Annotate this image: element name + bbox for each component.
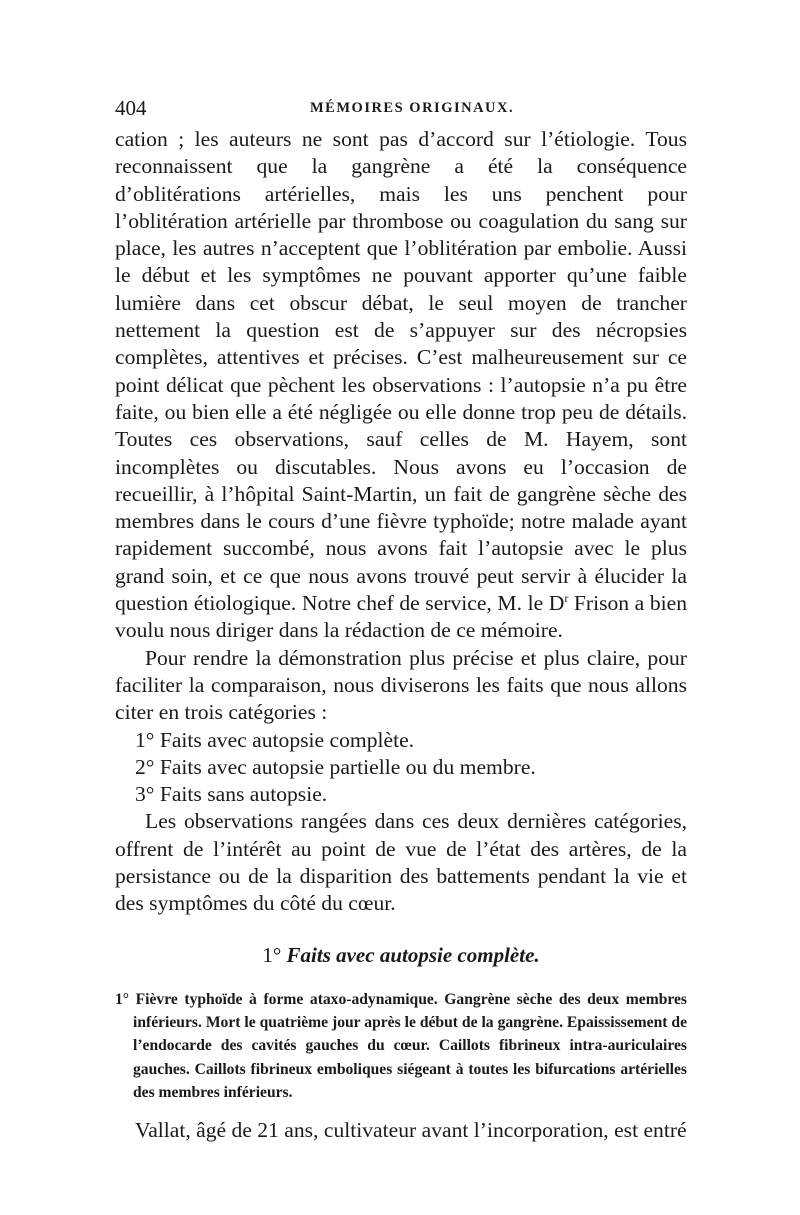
paragraph-etiology-end: Frison a bien voulu nous diriger dans la rédaction de ce mémoire. — [115, 591, 688, 643]
page-header — [115, 92, 687, 126]
category-item-3: 3° Faits sans autopsie. — [135, 782, 328, 807]
document-page — [115, 92, 687, 1166]
doctor-superscript: r — [564, 590, 569, 605]
paragraph-observations: Les observations rangées dans ces deux dernières catégories, offrent de l’intérêt au point de vue de l’état des artères, de la persistance ou de la disparition des battements pendant la vie et des symptômes du côté du cœur. — [115, 809, 687, 916]
running-head: MÉMOIRES ORIGINAUX. — [310, 100, 515, 116]
section-number: 1° — [262, 942, 282, 967]
body-text — [115, 126, 687, 918]
paragraph-etiology-text: cation ; les auteurs ne sont pas d’accord sur l’étiologie. Tous reconnaissent que la gangrène a été la conséquence d’oblitérations artérielles, mais les uns penchent pour l’oblitération artérielle par thrombose ou coagulation du sang sur place, les autres n’acceptent que l’oblitération par embolie. Aussi le début et les symptômes ne pouvant apporter qu’une faible lumière dans cet obscur débat, le seul moyen de trancher nettement la question est de s’appuyer sur des nécropsies complètes, attentives et précises. C’est malheureusement sur ce point délicat que pèchent les observations : l’autopsie n’a pu être faite, ou bien elle a été négligée ou elle donne trop peu de détails. Toutes ces observations, sauf celles de M. Hayem, sont incomplètes ou discutables. Nous avons eu l’occasion de recueillir, à l’hôpital Saint-Martin, un fait de gangrène sèche des membres dans le cours d’une fièvre typhoïde; notre malade ayant rapidement succombé, nous avons fait l’autopsie avec le plus grand soin, et ce que nous avons trouvé peut servir à élucider la question étiologique. Notre chef de service, M. le D — [115, 127, 687, 616]
section-heading — [115, 930, 687, 980]
case-start-paragraph: Vallat, âgé de 21 ans, cultivateur avant l’incorporation, est entré — [135, 1117, 687, 1142]
paragraph-etiology — [115, 126, 687, 645]
category-item-1: 1° Faits avec autopsie complète. — [135, 727, 415, 752]
case-summary-text: 1° Fièvre typhoïde à forme ataxo-adynamique. Gangrène sèche des deux membres inférieurs. Mort le quatrième jour après le début de la gangrène. Epaississement de l’endocarde des cavités gauches du cœur. Caillots fibrineux intra-auriculaires gauches. Caillots fibrineux emboliques siégeant à toutes les bifurcations artérielles des membres inférieurs. — [115, 990, 687, 1102]
paragraph-categories-intro: Pour rendre la démonstration plus précise et plus claire, pour faciliter la comparaison, nous diviserons les faits que nous allons citer en trois catégories : — [115, 645, 687, 725]
page-number: 404 — [115, 96, 147, 120]
case-summary — [115, 988, 687, 1105]
section-title: Faits avec autopsie complète. — [286, 942, 540, 967]
category-item-2: 2° Faits avec autopsie partielle ou du membre. — [135, 754, 536, 779]
